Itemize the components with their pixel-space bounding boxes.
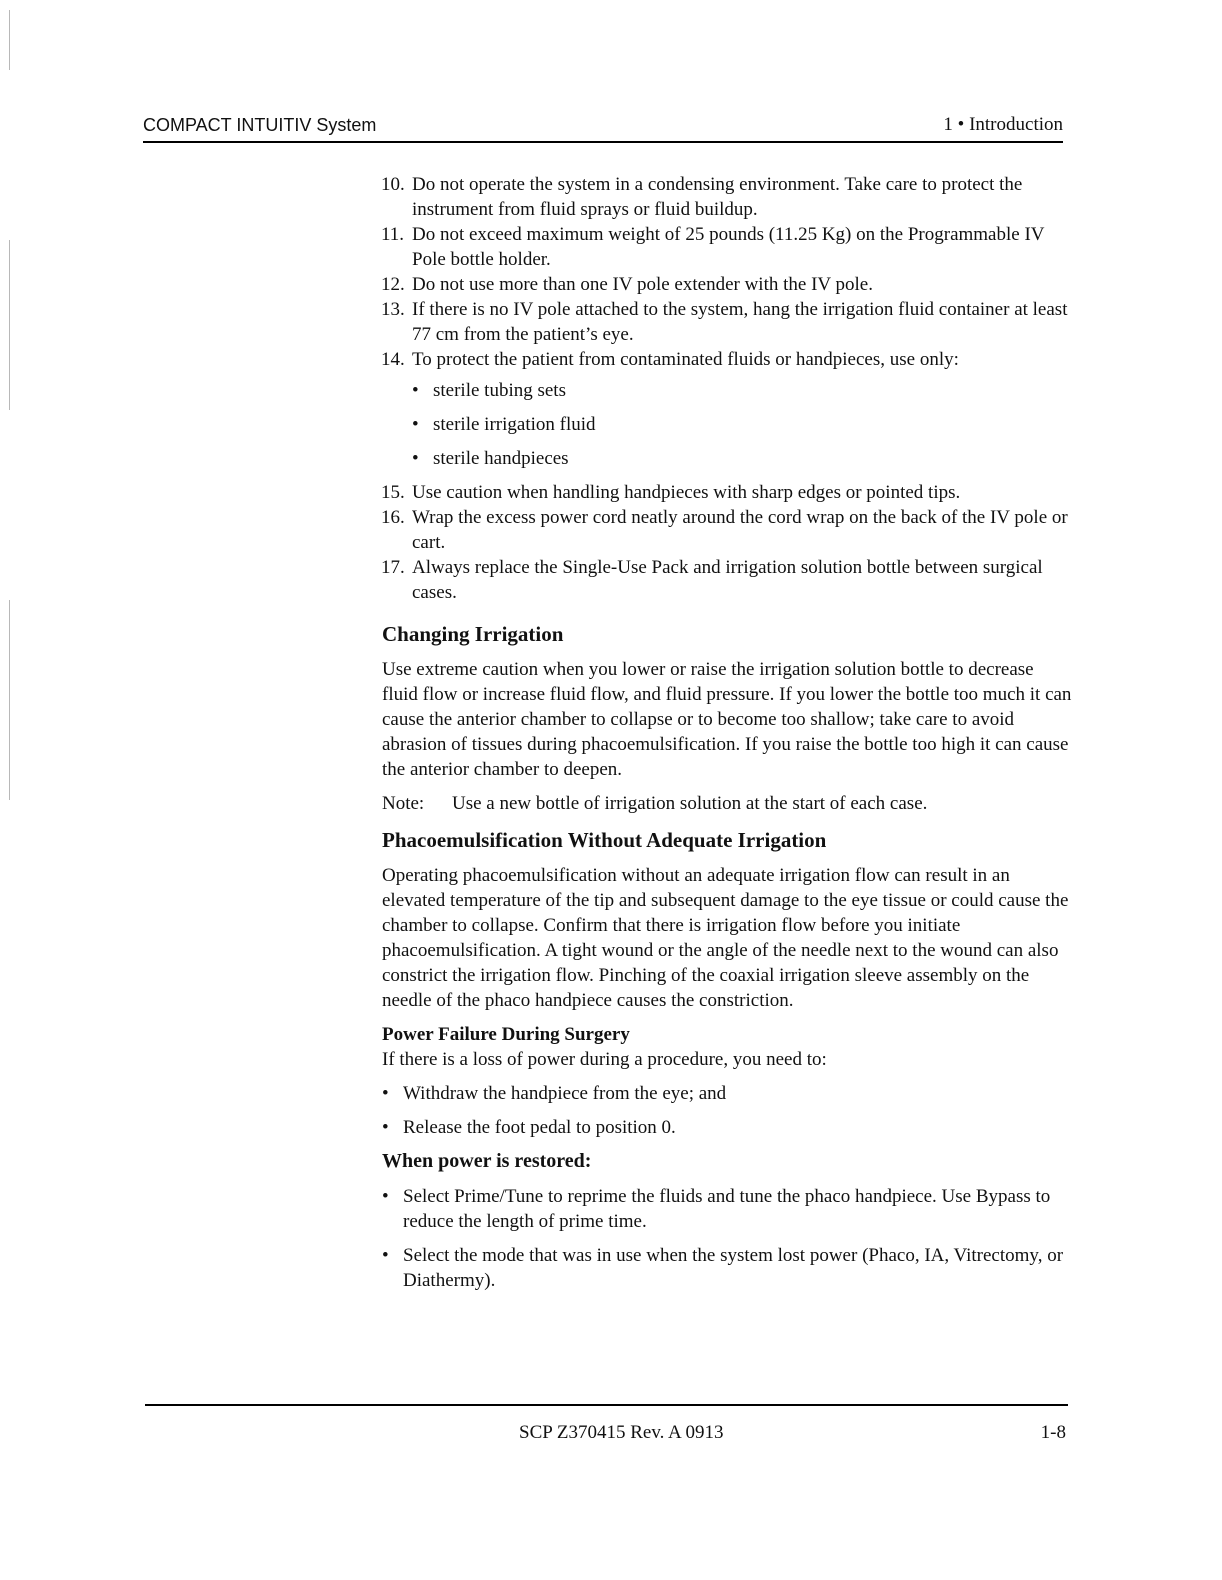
item-text: Select the mode that was in use when the system lost power (Phaco, IA, Vitrectomy, or Diathermy).: [403, 1245, 1064, 1291]
item-number: 10.: [381, 174, 405, 195]
footer-document-number: SCP Z370415 Rev. A 0913: [519, 1422, 724, 1443]
note-label: Note:: [382, 793, 425, 814]
list-item: [382, 297, 1072, 347]
list-item: [412, 446, 1072, 471]
paragraph-changing-irrigation: Use extreme caution when you lower or raise the irrigation solution bottle to decrease fluid flow or increase fluid flow, and fluid pressure. If you lower the bottle too much it can cause the anterior chamber to collapse or to become too shallow; take care to avoid abrasion of tissues during phacoemulsification. If you raise the bottle too high it can cause the anterior chamber to deepen.: [382, 659, 1072, 780]
item-text: To protect the patient from contaminated fluids or handpieces, use only:: [412, 349, 959, 370]
item-number: 11.: [381, 224, 405, 245]
item-text: Select Prime/Tune to reprime the fluids and tune the phaco handpiece. Use Bypass to reduce the length of prime time.: [403, 1186, 1051, 1232]
item-number: 13.: [381, 299, 405, 320]
item-text: Do not exceed maximum weight of 25 pounds (11.25 Kg) on the Programmable IV Pole bottle holder.: [412, 224, 1045, 270]
note: [382, 791, 1072, 816]
page-body: [382, 172, 1072, 1302]
numbered-list: [382, 172, 1072, 372]
list-item: [382, 480, 1072, 505]
paragraph-power-intro: If there is a loss of power during a procedure, you need to:: [382, 1049, 827, 1070]
item-number: 15.: [381, 482, 405, 503]
item-text: Always replace the Single-Use Pack and irrigation solution bottle between surgical cases.: [412, 557, 1043, 603]
item-text: sterile tubing sets: [433, 380, 566, 401]
numbered-list-continued: [382, 480, 1072, 605]
item-number: 16.: [381, 507, 405, 528]
header-title: COMPACT INTUITIV System: [143, 115, 377, 135]
item-text: If there is no IV pole attached to the system, hang the irrigation fluid container at least 77 cm from the patient’s eye.: [412, 299, 1068, 345]
power-failure-list: [382, 1081, 1072, 1140]
item-text: Wrap the excess power cord neatly around the cord wrap on the back of the IV pole or cart.: [412, 507, 1068, 553]
paragraph-phaco: Operating phacoemulsification without an adequate irrigation flow can result in an elevated temperature of the tip and subsequent damage to the eye tissue or could cause the chamber to collapse. Confirm that there is irrigation flow before you initiate phacoemulsification. A tight wound or the angle of the needle next to the wound can also constrict the irrigation flow. Pinching of the coaxial irrigation sleeve assembly on the needle of the phaco handpiece causes the constriction.: [382, 865, 1069, 1011]
bullet-icon: •: [382, 1083, 389, 1104]
list-item: [382, 555, 1072, 605]
bullet-icon: •: [412, 448, 419, 469]
item-number: 17.: [381, 557, 405, 578]
power-restored-list: [382, 1184, 1072, 1293]
bullet-icon: •: [382, 1117, 389, 1138]
scan-artifact: [9, 600, 10, 800]
list-item: [382, 272, 1072, 297]
list-item: [382, 1184, 1072, 1234]
item-number: 12.: [381, 274, 405, 295]
bullet-icon: •: [382, 1245, 389, 1266]
list-item: [382, 505, 1072, 555]
footer-page-number: 1-8: [1040, 1422, 1066, 1443]
scan-artifact: [9, 10, 10, 70]
list-item: [382, 1081, 1072, 1106]
list-item: [382, 1115, 1072, 1140]
bullet-icon: •: [412, 414, 419, 435]
section-heading-changing-irrigation: Changing Irrigation: [382, 622, 564, 646]
subheading-power-restored: When power is restored:: [382, 1150, 592, 1172]
item-text: sterile irrigation fluid: [433, 414, 596, 435]
list-item: [382, 347, 1072, 372]
list-item: [382, 1243, 1072, 1293]
scan-artifact: [9, 240, 10, 410]
sterile-items-list: [412, 378, 1072, 471]
list-item: [382, 172, 1072, 222]
item-text: Release the foot pedal to position 0.: [403, 1117, 676, 1138]
item-number: 14.: [381, 349, 405, 370]
subheading-power-failure: Power Failure During Surgery: [382, 1024, 630, 1045]
footer-rule: [145, 1404, 1068, 1406]
header-chapter: 1 • Introduction: [943, 114, 1063, 135]
section-heading-phaco: Phacoemulsification Without Adequate Irrigation: [382, 828, 827, 852]
list-item: [412, 412, 1072, 437]
item-text: sterile handpieces: [433, 448, 569, 469]
bullet-icon: •: [412, 380, 419, 401]
item-text: Do not use more than one IV pole extender with the IV pole.: [412, 274, 873, 295]
item-text: Do not operate the system in a condensing environment. Take care to protect the instrument from fluid sprays or fluid buildup.: [412, 174, 1023, 220]
note-text: Use a new bottle of irrigation solution at the start of each case.: [452, 793, 928, 814]
page-header: [143, 113, 1063, 143]
item-text: Withdraw the handpiece from the eye; and: [403, 1083, 727, 1104]
bullet-icon: •: [382, 1186, 389, 1207]
item-text: Use caution when handling handpieces with sharp edges or pointed tips.: [412, 482, 961, 503]
list-item: [382, 222, 1072, 272]
list-item: [412, 378, 1072, 403]
